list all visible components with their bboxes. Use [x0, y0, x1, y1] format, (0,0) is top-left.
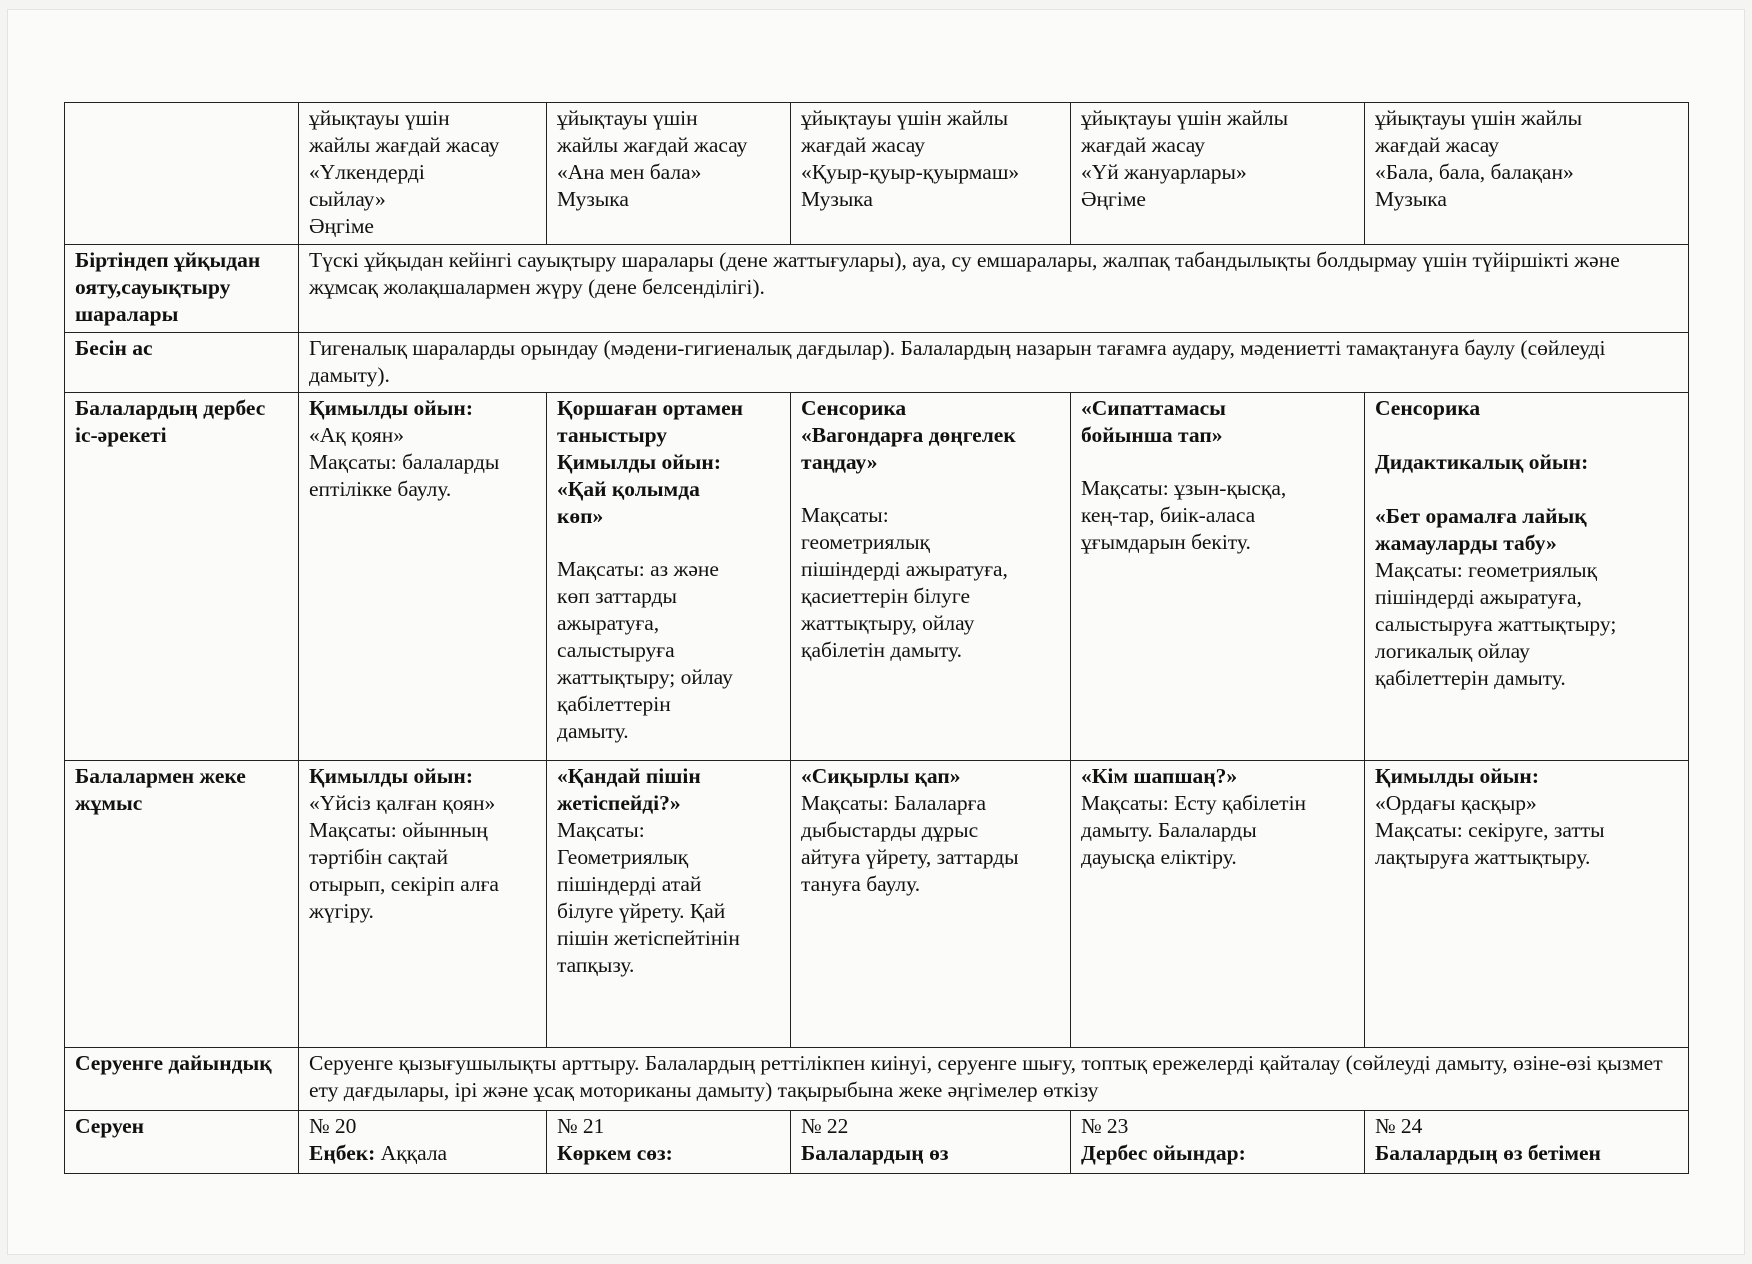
cell-title: Қоршаған ортамен таныстыру Қимылды ойын: «Қай қолымда көп»	[557, 395, 744, 528]
table-row	[65, 103, 1689, 245]
cell-text: Мақсаты: геометриялық пішіндерді ажыратуға, салыстыруға жаттықтыру; логикалық ойлау қабілеттерін дамыту.	[1375, 557, 1617, 690]
table-cell	[1365, 392, 1689, 760]
table-cell	[299, 392, 547, 760]
row-label: Серуен	[65, 1110, 299, 1173]
table-cell	[1365, 103, 1689, 245]
table-cell	[791, 103, 1071, 245]
row-label: Серуенге дайындық	[65, 1047, 299, 1110]
cell-text: Мақсаты: геометриялық пішіндерді ажыратуға, қасиеттерін білуге жаттықтыру, ойлау қабілетін дамыту.	[801, 502, 1008, 662]
cell-text: Аққала	[375, 1140, 448, 1165]
walk-number: № 24	[1375, 1113, 1423, 1138]
cell-title: Балалардың өз	[801, 1140, 949, 1165]
row-label: Балалармен жеке жұмыс	[65, 761, 299, 1048]
table-cell-merged	[299, 332, 1689, 392]
cell-text: Мақсаты: ұзын-қысқа, кең-тар, биік-аласа ұғымдарын бекіту.	[1081, 475, 1287, 554]
table-row	[65, 245, 1689, 332]
table-cell	[1071, 392, 1365, 760]
cell-title: Сенсорика «Вагондарға дөңгелек таңдау»	[801, 395, 1016, 474]
cell-text: Түскі ұйқыдан кейінгі сауықтыру шаралары (дене жаттығулары), ауа, су емшаралары, жалпақ табандылықты болдырмау үшін түйіршікті және жұмсақ жолақшалармен жүру (дене белсенділігі).	[309, 248, 1620, 300]
table-row	[65, 332, 1689, 392]
cell-title: «Кім шапшаң?»	[1081, 764, 1238, 789]
cell-title: Қимылды ойын:	[309, 395, 473, 420]
cell-text: Мақсаты: Балаларға дыбыстарды дұрыс айтуға үйрету, заттарды тануға баулу.	[801, 791, 1019, 897]
cell-text: ұйықтауы үшін жайлы жағдай жасау «Ана мен бала» Музыка	[557, 106, 748, 211]
cell-text: Мақсаты: Есту қабілетін дамыту. Балаларды дауысқа еліктіру.	[1081, 791, 1307, 870]
cell-text: ұйықтауы үшін жайлы жағдай жасау «Қуыр-қуыр-қуырмаш» Музыка	[801, 106, 1020, 211]
walk-number: № 23	[1081, 1113, 1129, 1138]
row-label: Біртіндеп ұйқыдан ояту,сауықтыру шаралары	[65, 245, 299, 332]
row-label: Балалардың дербес іс-әрекеті	[65, 392, 299, 760]
cell-title: «Сиқырлы қап»	[801, 764, 961, 789]
table-cell	[1365, 761, 1689, 1048]
table-cell	[547, 103, 791, 245]
table-row	[65, 1047, 1689, 1110]
row-label	[65, 103, 299, 245]
cell-text: Мақсаты: Геометриялық пішіндерді атай білуге үйрету. Қай пішін жетіспейтінін тапқызу.	[557, 818, 740, 978]
cell-title: Сенсорика Дидактикалық ойын: «Бет орамалға лайық жамауларды табу»	[1375, 395, 1589, 555]
table-cell	[299, 1110, 547, 1173]
table-cell	[547, 761, 791, 1048]
table-cell	[547, 1110, 791, 1173]
table-cell	[791, 761, 1071, 1048]
walk-number: № 21	[557, 1113, 605, 1138]
cell-text: Гигеналық шараларды орындау (мәдени-гигиеналық дағдылар). Балалардың назарын тағамға аудару, мәдениетті тамақтануға баулу (сөйлеуді дамыту).	[309, 335, 1606, 387]
walk-number: № 20	[309, 1113, 357, 1138]
walk-number: № 22	[801, 1113, 849, 1138]
table-cell-merged	[299, 1047, 1689, 1110]
cell-title: «Сипаттамасы бойынша тап»	[1081, 395, 1226, 447]
cell-text: «Ордағы қасқыр» Мақсаты: секіруге, затты лақтыруға жаттықтыру.	[1375, 791, 1605, 870]
table-cell	[299, 103, 547, 245]
cell-title: Көркем сөз:	[557, 1140, 673, 1165]
table-cell	[547, 392, 791, 760]
cell-text: Серуенге қызығушылықты арттыру. Балалардың реттілікпен киінуі, серуенге шығу, топтық ережелерді қайталау (сөйлеуді дамыту, өзіне-өзі қызмет ету дағдылары, ірі және ұсақ моториканы дамыту) тақырыбына жеке әңгімелер өткізу	[309, 1050, 1663, 1102]
cell-title: Қимылды ойын:	[1375, 764, 1539, 789]
table-cell	[1071, 761, 1365, 1048]
spacer	[801, 476, 1062, 502]
row-label: Бесін ас	[65, 332, 299, 392]
cell-text: «Үйсіз қалған қоян» Мақсаты: ойынның тәртібін сақтай отырып, секіріп алға жүгіру.	[309, 791, 499, 924]
cell-title: Еңбек:	[309, 1140, 376, 1165]
cell-text: ұйықтауы үшін жайлы жағдай жасау «Үй жануарлары» Әңгіме	[1081, 106, 1289, 211]
table-row	[65, 761, 1689, 1048]
cell-title: Дербес ойындар:	[1081, 1140, 1246, 1165]
table-cell	[1071, 1110, 1365, 1173]
spacer	[1081, 449, 1356, 475]
cell-text: «Ақ қоян» Мақсаты: балаларды ептілікке баулу.	[309, 422, 500, 501]
cell-title: «Қандай пішін жетіспейді?»	[557, 764, 701, 816]
cell-text: ұйықтауы үшін жайлы жағдай жасау «Үлкендерді сыйлау» Әңгіме	[309, 106, 500, 238]
cell-title: Балалардың өз бетімен	[1375, 1140, 1601, 1165]
table-row	[65, 1110, 1689, 1173]
cell-text: Мақсаты: аз және көп заттарды ажыратуға, салыстыруға жаттықтыру; ойлау қабілеттерін дамыту.	[557, 556, 733, 743]
cell-title: Қимылды ойын:	[309, 764, 473, 789]
table-cell	[1071, 103, 1365, 245]
table-cell	[791, 392, 1071, 760]
table-cell	[791, 1110, 1071, 1173]
table-cell-merged	[299, 245, 1689, 332]
daily-plan-table	[64, 102, 1689, 1174]
scanned-page	[8, 10, 1744, 1254]
table-cell	[299, 761, 547, 1048]
spacer	[557, 530, 782, 556]
cell-text: ұйықтауы үшін жайлы жағдай жасау «Бала, бала, балақан» Музыка	[1375, 106, 1583, 211]
table-row	[65, 392, 1689, 760]
table-cell	[1365, 1110, 1689, 1173]
